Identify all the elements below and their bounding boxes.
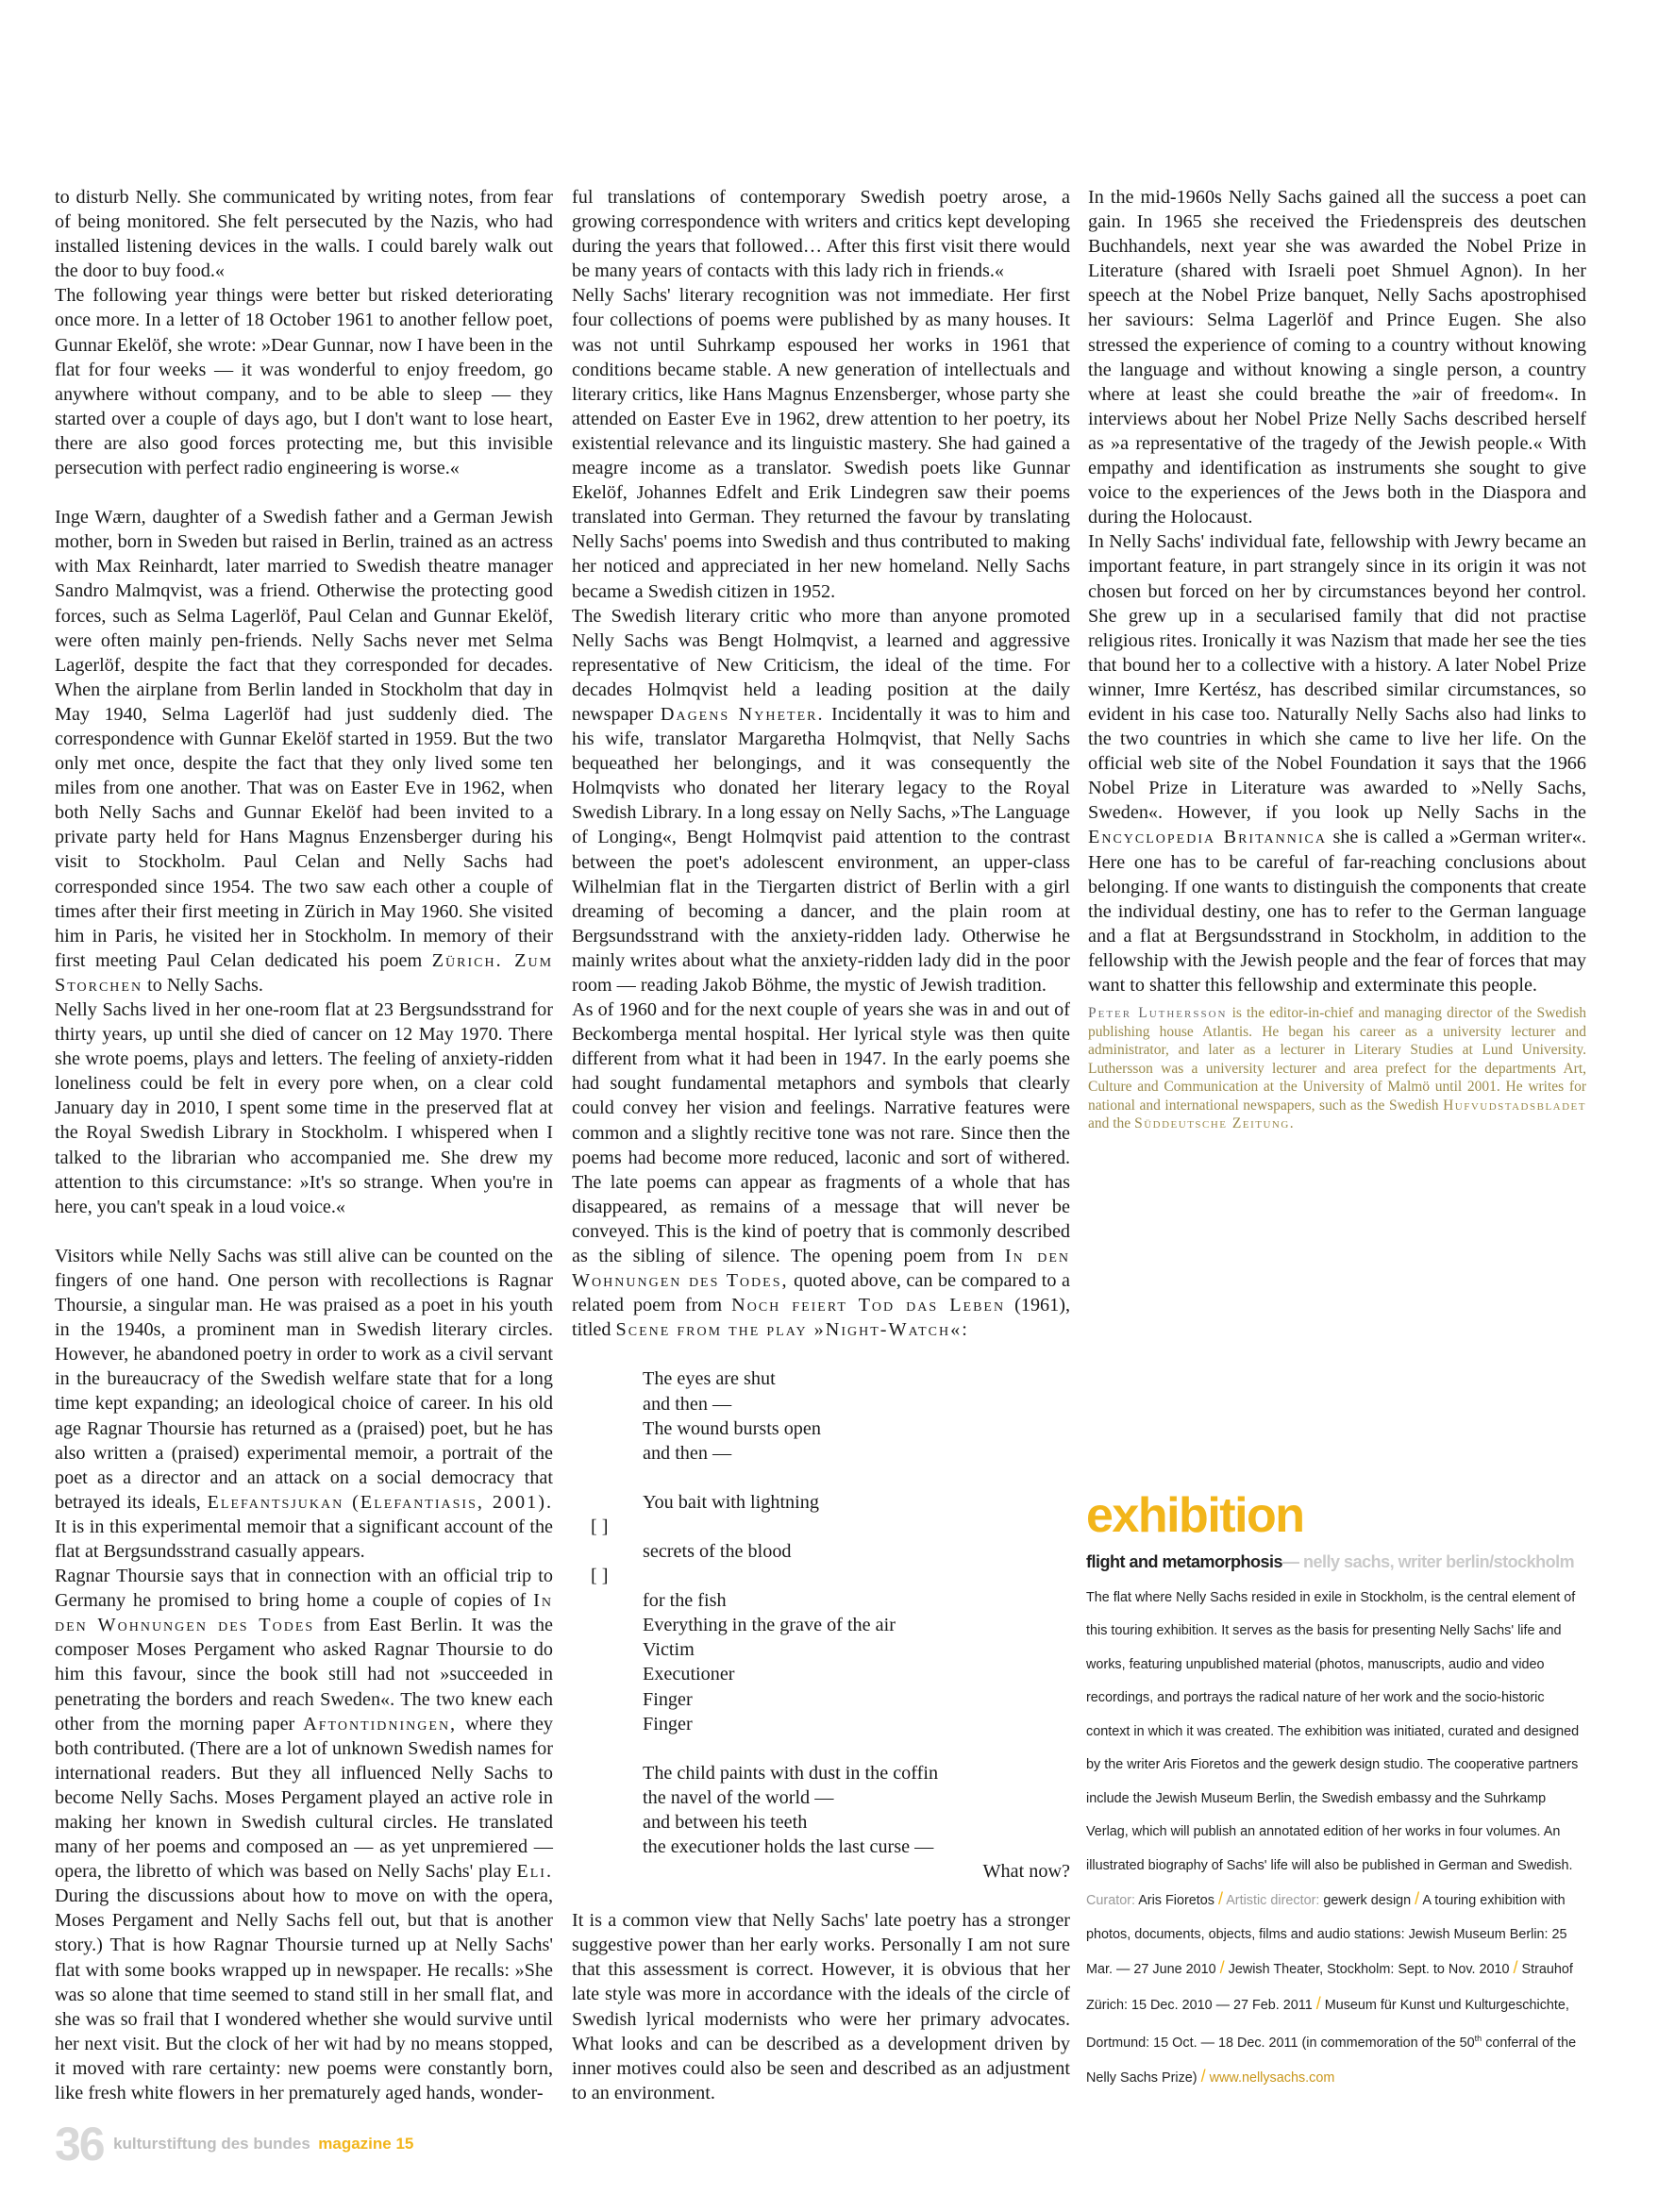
separator: /: [1315, 1993, 1321, 2013]
paragraph: The following year things were better but risked deteriorating once more. In a letter of 18 October 1961 to another fellow poet, Gunnar Ekelöf, she wrote: »Dear Gunnar, now I have been in the flat for four weeks — it was wonderful to enjoy freedom, go anywhere without company, and to be able to sleep — they started over a couple of days ago, but I don't want to lose heart, there are also good forces protecting me, but this invisible persecution with perfect radio engineering is worse.«: [55, 285, 553, 479]
newspaper-title: Süddeutsche Zeitung.: [1134, 1115, 1296, 1131]
author-name: Peter Luthersson: [1088, 1005, 1228, 1021]
text: (1961), titled: [572, 1295, 1071, 1341]
text: It is in this experimental memoir that a significant account of the flat at Bergsundsstrand casually appears.: [55, 1516, 553, 1562]
exhibition-body: [1086, 1546, 1588, 2096]
text: to Nelly Sachs.: [147, 974, 263, 996]
page-footer: [55, 2117, 413, 2171]
paragraph: [55, 505, 553, 997]
exhibition-heading: exhibition: [1086, 1488, 1304, 1543]
work-title: Encyclopedia Britannica: [1088, 827, 1327, 848]
poem-line: Victim: [643, 1639, 695, 1661]
paragraph: [55, 1564, 553, 2105]
tour-venue: Jewish Theater, Stockholm: Sept. to Nov. 2010: [1228, 1962, 1510, 1977]
poem-line: The wound bursts open: [643, 1417, 821, 1439]
poem-line: and then —: [643, 1393, 732, 1415]
paragraph: It is a common view that Nelly Sachs' late poetry has a stronger suggestive power than her early works. Personally I am not sure that this assessment is correct. However, it is obvious that her late style was more in accordance with the ideals of the circle of Swedish lyrical modernists who were her primary advocates. What looks and can be described as a development driven by inner motives could also be seen and described as an adjustment to an environment.: [572, 1910, 1070, 2103]
paragraph: [572, 997, 1070, 1342]
poem-line: The eyes are shut: [643, 1368, 776, 1390]
article-column-2: [572, 185, 1070, 2105]
page-number: 36: [55, 2118, 104, 2170]
exhibition-subtitle: — nelly sachs, writer berlin/stockholm: [1282, 1552, 1575, 1571]
text: As of 1960 and for the next couple of years she was in and out of Beckomberga mental hospital. Her lyrical style was then quite different from what it had been in 1947. In the early poems she had sought fundamental metaphors and symbols that clearly could convey her vision and feelings. Narrative features were common and a slightly recitive tone was not rare. Since then the poems had become more reduced, laconic and sort of withered. The late poems can appear as fragments of a whole that has disappeared, as remains of a message that will never be conveyed. This is the kind of poetry that is commonly described as the sibling of silence. The opening poem from: [572, 999, 1070, 1267]
newspaper-title: Dagens Nyheter.: [660, 703, 825, 725]
article-column-3: [1088, 185, 1586, 997]
exhibition-description: The flat where Nelly Sachs resided in exile in Stockholm, is the central element of this touring exhibition. It serves as the basis for presenting Nelly Sachs' life and works, featuring unpublished material (photos, manuscripts, audio and video recordings, and portrays the radical nature of her work and the socio-historic context in which it was created. The exhibition was initiated, curated and designed by the writer Aris Fioretos and the gewerk design studio. The cooperative partners include the Jewish Museum Berlin, the Swedish embassy and the Suhrkamp Verlag, which will publish an annotated edition of her works in four volumes. An illustrated biography of Sachs' life will also be published in German and Swedish.: [1086, 1589, 1580, 1873]
director-name: gewerk design: [1323, 1893, 1412, 1908]
poem-line: You bait with lightning: [643, 1491, 819, 1513]
text: Incidentally it was to him and his wife, translator Margaretha Holmqvist, that Nelly Sachs bequeathed her belongings, and it was consequently the Holmqvists who donated her literary legacy to the Royal Swedish Library. In a long essay on Nelly Sachs, »The Language of Longing«, Bengt Holmqvist paid attention to the contrast between the poet's adolescent environment, an upper-class Wilhelmian flat in the Tiergarten district of Berlin with a girl dreaming of becoming a dancer, and the plain room at Bergsundsstrand with the anxiety-ridden lady. Otherwise he mainly writes about what the anxiety-ridden lady did in the poor room — reading Jakob Böhme, the mystic of Jewish tradition.: [572, 703, 1071, 996]
magazine-name: kulturstiftung des bundes: [113, 2135, 310, 2153]
poem-line: Finger: [643, 1713, 693, 1734]
text: The Swedish literary critic who more than anyone promoted Nelly Sachs was Bengt Holmqvist, a learned and aggressive representative of New Criticism, the ideal of the time. For decades Holmqvist held a leading position at the daily newspaper: [572, 605, 1070, 725]
poem-ellipsis-bracket: [ ]: [591, 1566, 609, 1587]
newspaper-title: Hufvudstadsbladet: [1443, 1097, 1586, 1114]
paragraph: [1088, 529, 1586, 997]
paragraph: [55, 1244, 553, 1564]
tour-venue: conferral of the Nelly Sachs Prize): [1086, 2035, 1577, 2086]
paragraph: In the mid-1960s Nelly Sachs gained all the success a poet can gain. In 1965 she received the Friedenspreis des deutschen Buchhandels, next year she was awarded the Nobel Prize in Literature (shared with Israeli poet Shmuel Agnon). In her speech at the Nobel Prize banquet, Nelly Sachs apostrophised her saviours: Selma Lagerlöf and Prince Eugen. She also stressed the experience of coming to a country without knowing the language and without knowing a single person, a country where at least she could breathe the »air of freedom«. In interviews about her Nobel Prize Nelly Sachs described herself as »a representative of the tragedy of the Jewish people.« With empathy and identification as instruments she sought to give voice to the experiences of the Jews both in the Diaspora and during the Holocaust.: [1088, 187, 1586, 528]
curator-name: Aris Fioretos: [1138, 1893, 1214, 1908]
text: she is called a »German writer«. Here one has to be careful of far-reaching conclusions about belonging. If one wants to distinguish the components that create the individual destiny, one has to refer to the German language and a flat at Bergsundsstrand in Stockholm, in addition to the fellowship with the Jewish people and the fear of forces that may want to shatter this fellowship and exterminate this people.: [1088, 827, 1587, 996]
work-title: Scene from the play »Night-Watch«:: [615, 1319, 969, 1341]
separator: /: [1200, 2067, 1206, 2086]
bio-text: and the: [1088, 1115, 1131, 1131]
author-bio: [1088, 1004, 1586, 1133]
tour-venue: A touring exhibition with photos, documents, objects, films and audio stations: Jewish Museum Berlin: 25 Mar. — 27 June 2010: [1086, 1893, 1567, 1977]
text: In Nelly Sachs' individual fate, fellowship with Jewry became an important feature, in part strangely since in its origin it was not chosen but forced on her by circumstances beyond her control. She grew up in a secularised family that did not practise religious rites. Ironically it was Nazism that made her see the ties that bound her to a collective with a history. A later Nobel Prize winner, Imre Kertész, has described similar circumstances, so evident in his case too. Naturally Nelly Sachs also had links to the two countries in which she came to live her life. On the official web site of the Nobel Foundation it says that the 1966 Nobel Prize in Literature was awarded to »Nelly Sachs, Sweden«. However, if you look up Nelly Sachs in the: [1088, 531, 1586, 824]
poem-stanza-break: [643, 1736, 1070, 1761]
text: During the discussions about how to move on with the opera, Moses Pergament and Nelly Sachs fell out, but that is another story.) That is how Ragnar Thoursie turned up at Nelly Sachs' flat with some books wrapped up in newspaper. He recalls: »She was so alone that time seemed to stand still in her small flat, and she was so frail that I wondered whether she would survive until her next visit. But the clock of her wit had by no means stopped, it moved with rare certainty: new poems were constantly born, like fresh white flowers in her prematurely aged hands, wonder-: [55, 1885, 553, 2104]
separator: /: [1217, 1889, 1223, 1908]
text: Visitors while Nelly Sachs was still alive can be counted on the fingers of one hand. One person with recollections is Ragnar Thoursie, a singular man. He was praised as a poet in his youth in the 1940s, a prominent man in Swedish literary circles. However, he abandoned poetry in order to work as a civil servant in the bureaucracy of the Swedish welfare state that for a long time kept expanding; an ideological choice of career. In his old age Ragnar Thoursie has returned as a (praised) poet, but he has also written a (praised) experimental memoir, a portrait of the poet as a director and an attack on a social democracy that betrayed its ideals,: [55, 1245, 553, 1513]
text: where they both contributed. (There are a lot of unknown Swedish names for international readers. But they all influenced Nelly Sachs to become Nelly Sachs. Moses Pergament played an active role in making her known in Swedish cultural circles. He translated many of her poems and composed an — as yet unpremiered — opera, the libretto of which was based on Nelly Sachs' play: [55, 1713, 554, 1883]
text: quoted above, can be compared to a related poem from: [572, 1270, 1071, 1316]
paragraph: to disturb Nelly. She communicated by writing notes, from fear of being monitored. She felt persecuted by the Nazis, who had installed listening devices in the walls. I could barely walk out the door to buy food.«: [55, 187, 553, 282]
work-title: Zürich. Zum Storchen: [55, 949, 554, 996]
article-column-1: [55, 185, 553, 2105]
tour-venue: Strauhof Zürich: 15 Dec. 2010 — 27 Feb. 2011: [1086, 1962, 1573, 2013]
poem-line: and between his teeth: [643, 1811, 808, 1833]
poem-stanza-break: [643, 1466, 1070, 1490]
text: Ragnar Thoursie says that in connection with an official trip to Germany he promised to bring home a couple of copies of: [55, 1566, 553, 1612]
poem-line: The child paints with dust in the coffin: [643, 1762, 939, 1784]
separator: /: [1415, 1889, 1420, 1908]
poem-line: Everything in the grave of the air: [643, 1615, 896, 1636]
poem-line: the executioner holds the last curse —: [643, 1836, 934, 1857]
work-title: Elefantsjukan (Elefantiasis, 2001).: [207, 1491, 554, 1513]
poem-line: secrets of the blood: [643, 1540, 792, 1562]
poem-line: What now?: [982, 1861, 1070, 1883]
work-title: Noch feiert Tod das Leben: [731, 1295, 1006, 1316]
work-title: In den Wohnungen des Todes,: [572, 1246, 1071, 1292]
tour-venue: Museum für Kunst und Kulturgeschichte, Dortmund: 15 Oct. — 18 Dec. 2011 (in commemoration of the 50: [1086, 1997, 1569, 2051]
bio-text: is the editor-in-chief and managing director of the Swedish publishing house Atlantis. He began his career as a university lecturer and administrator, and later as a lecturer in Literary Studies at Lund University. Luthersson was a university lecturer and area prefect for the departments Art, Culture and Communication at the University of Malmö until 2001. He writes for national and international newspapers, such as the Swedish: [1088, 1005, 1586, 1114]
separator: /: [1513, 1958, 1518, 1977]
poem-ellipsis-bracket: [ ]: [591, 1516, 609, 1537]
paragraph: [572, 604, 1070, 998]
paragraph: Nelly Sachs lived in her one-room flat at 23 Bergsundsstrand for thirty years, up until she died of cancer on 12 May 1970. There she wrote poems, plays and letters. The feeling of anxiety-ridden loneliness could be felt in every pore when, on a clear cold January day in 2010, I spent some time in the preserved flat at the Royal Swedish Library in Stockholm. I whispered when I talked to the librarian who accompanied me. She drew my attention to this circumstance: »It's so strange. When you're in here, you can't speak in a loud voice.«: [55, 999, 553, 1217]
director-label: Artistic director:: [1226, 1893, 1320, 1908]
magazine-issue: magazine 15: [318, 2135, 414, 2153]
work-title: In den Wohnungen des Todes: [55, 1590, 553, 1636]
poem-line: the navel of the world —: [643, 1786, 834, 1808]
paragraph: ful translations of contemporary Swedish poetry arose, a growing correspondence with writers and critics kept developing during the years that followed… After this first visit there would be many years of contacts with this lady rich in friends.«: [572, 187, 1070, 282]
curator-label: Curator:: [1086, 1893, 1135, 1908]
poem-line: Finger: [643, 1688, 693, 1710]
work-title: Aftontidningen,: [303, 1713, 458, 1734]
paragraph: Nelly Sachs' literary recognition was not immediate. Her first four collections of poems were published by as many houses. It was not until Suhrkamp espoused her works in 1961 that conditions became stable. A new generation of intellectuals and literary critics, like Hans Magnus Enzensberger, whose party she attended on Easter Eve in 1962, drew attention to her poetry, its existential relevance and its linguistic mastery. She had gained a meagre income as a translator. Swedish poets like Gunnar Ekelöf, Johannes Edfelt and Erik Lindegren saw their poems translated into German. They returned the favour by translating Nelly Sachs' poems into Swedish and thus contributed to making her noticed and appreciated in her new homeland. Nelly Sachs became a Swedish citizen in 1952.: [572, 285, 1070, 602]
ordinal-suffix: th: [1474, 2034, 1482, 2043]
exhibition-box: [1086, 1489, 1588, 2096]
work-title: Eli.: [516, 1861, 553, 1883]
text: from East Berlin. It was the composer Moses Pergament who asked Ragnar Thoursie to do him this favour, since the book still had not »succeeded in penetrating the borders and reach Sweden«. The two knew each other from the morning paper: [55, 1615, 553, 1734]
poem-line: for the fish: [643, 1590, 727, 1612]
exhibition-title: flight and metamorphosis: [1086, 1552, 1283, 1571]
separator: /: [1219, 1958, 1225, 1977]
poem-quote: [572, 1366, 1070, 1884]
poem-line: and then —: [643, 1442, 732, 1464]
website-link[interactable]: www.nellysachs.com: [1209, 2070, 1335, 2086]
text: Inge Wærn, daughter of a Swedish father and a German Jewish mother, born in Sweden but raised in Berlin, trained as an actress with Max Reinhardt, later married to Swedish theatre manager Sandro Malmqvist, was a friend. Otherwise the protecting good forces, such as Selma Lagerlöf, Paul Celan and Gunnar Ekelöf, were often mainly pen-friends. Nelly Sachs never met Selma Lagerlöf, despite the fact that they corresponded for decades. When the airplane from Berlin landed in Stockholm that day in May 1940, Selma Lagerlöf had just suddenly died. The correspondence with Gunnar Ekelöf started in 1959. But the two only met once, despite the fact that they only lived some ten miles from one another. That was on Easter Eve in 1962, when both Nelly Sachs and Gunnar Ekelöf had been invited to a private party held for Hans Magnus Enzensberger during his visit to Stockholm. Paul Celan and Nelly Sachs had corresponded since 1954. The two saw each other a couple of times after their first meeting in Zürich in May 1960. She visited him in Paris, he visited her in Stockholm. In memory of their first meeting Paul Celan dedicated his poem: [55, 507, 553, 971]
poem-line: Executioner: [643, 1664, 735, 1685]
